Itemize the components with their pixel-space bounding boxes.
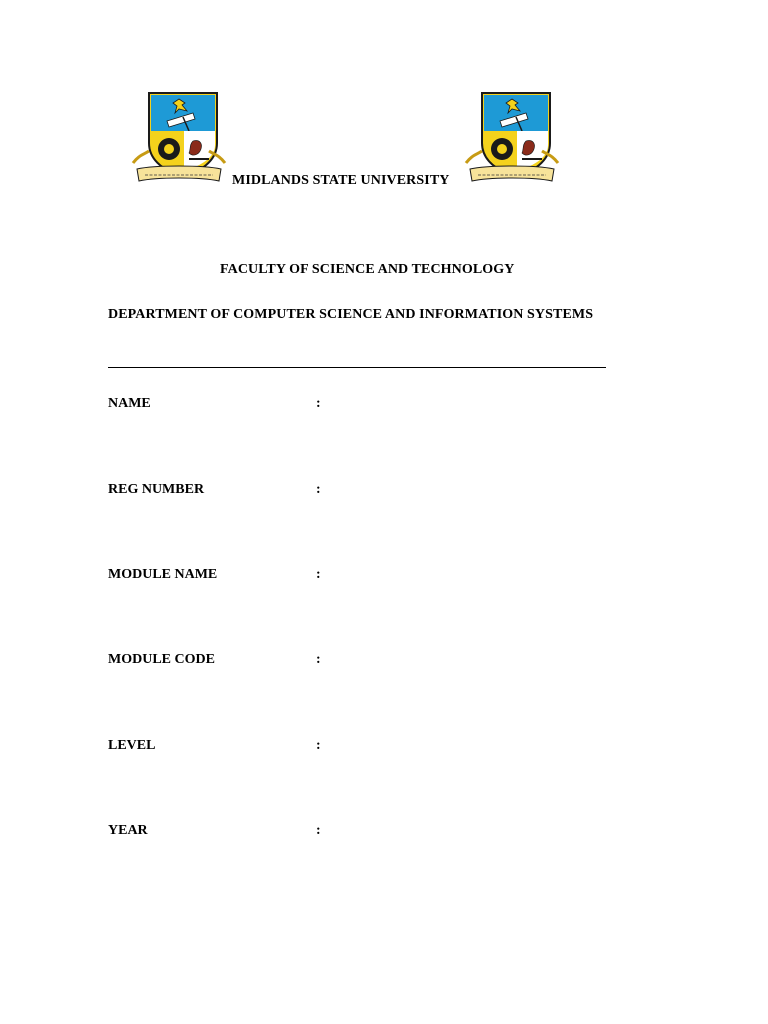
level-value[interactable] xyxy=(332,738,662,756)
level-label: LEVEL xyxy=(108,738,156,753)
year-row xyxy=(108,823,668,843)
name-colon: : xyxy=(316,396,321,411)
name-row xyxy=(108,396,668,416)
module-name-row xyxy=(108,567,668,587)
level-row xyxy=(108,738,668,758)
module-code-value[interactable] xyxy=(332,652,662,670)
module-code-label: MODULE CODE xyxy=(108,652,215,667)
faculty-name: FACULTY OF SCIENCE AND TECHNOLOGY xyxy=(220,262,515,277)
crest-icon xyxy=(464,91,560,187)
reg-number-value[interactable] xyxy=(332,482,662,500)
university-name: MIDLANDS STATE UNIVERSITY xyxy=(232,173,450,188)
year-value[interactable] xyxy=(332,823,662,841)
module-name-colon: : xyxy=(316,567,321,582)
department-name: DEPARTMENT OF COMPUTER SCIENCE AND INFORMATION SYSTEMS xyxy=(108,307,594,322)
module-name-value[interactable] xyxy=(332,567,662,585)
reg-number-label: REG NUMBER xyxy=(108,482,205,497)
module-code-colon: : xyxy=(316,652,321,667)
name-value[interactable] xyxy=(332,396,662,414)
university-crest-left xyxy=(131,91,227,187)
module-name-label: MODULE NAME xyxy=(108,567,218,582)
module-code-row xyxy=(108,652,668,672)
reg-number-row xyxy=(108,482,668,502)
name-label: NAME xyxy=(108,396,151,411)
reg-number-colon: : xyxy=(316,482,321,497)
university-crest-right xyxy=(464,91,560,187)
year-label: YEAR xyxy=(108,823,148,838)
header-divider xyxy=(108,367,606,368)
level-colon: : xyxy=(316,738,321,753)
year-colon: : xyxy=(316,823,321,838)
crest-icon xyxy=(131,91,227,187)
